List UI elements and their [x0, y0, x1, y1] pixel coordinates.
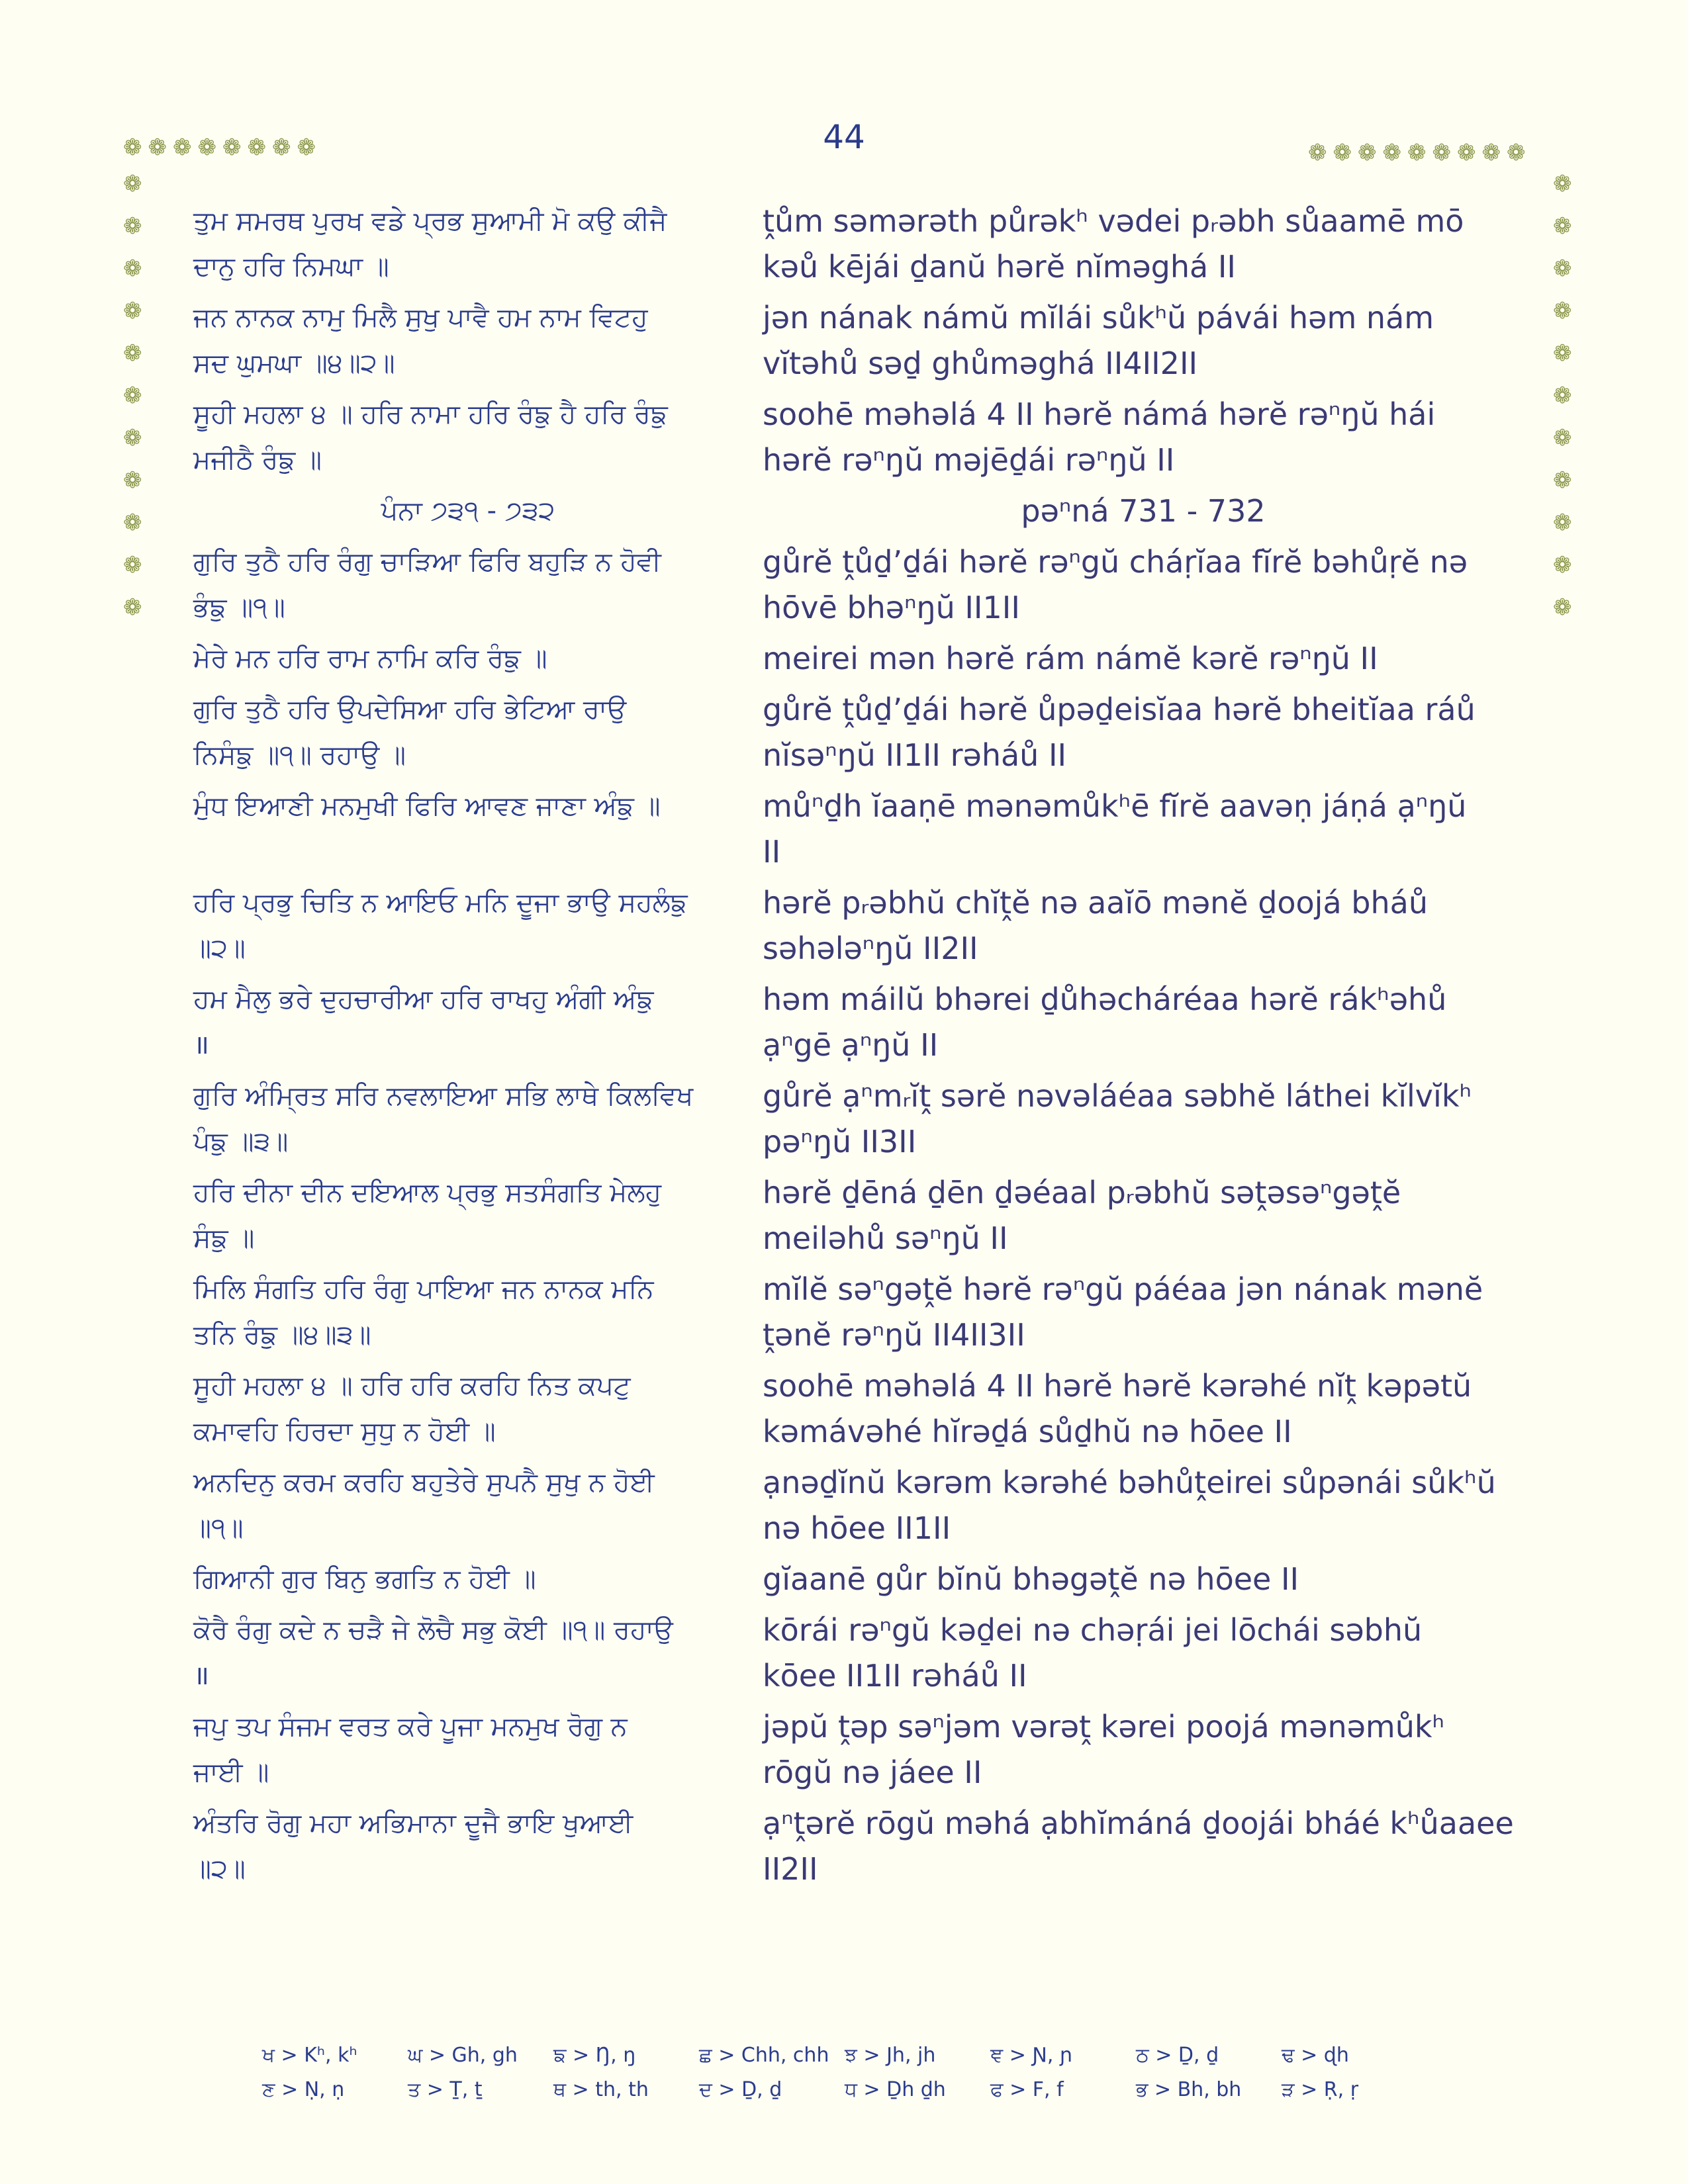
verse-row [193, 1557, 1524, 1602]
transliteration-legend [262, 2038, 1427, 2107]
transliteration-line: mĭlĕ səⁿgəṱĕ hərĕ rəⁿgŭ páéaa jən nának mənĕ [763, 1271, 1483, 1307]
gurmukhi-text [193, 1267, 763, 1358]
gurmukhi-line: ਗੁਰਿ ਅੰਮ੍ਰਿਤ ਸਰਿ ਨਵਲਾਇਆ ਸਭਿ ਲਾਥੇ ਕਿਲਵਿਖ [193, 1081, 694, 1111]
transliteration-text [763, 1801, 1524, 1892]
flower-ornament-icon: ❁ [123, 134, 148, 161]
legend-row [262, 2038, 1427, 2073]
gurmukhi-line: ਸੰਙੁ ॥ [193, 1223, 255, 1253]
gurmukhi-text [193, 784, 763, 875]
transliteration-line: ạnəḏĭnŭ kərəm kərəhé bəhůṱeirei sůpənái sůkʰŭ [763, 1465, 1496, 1500]
transliteration-text [763, 392, 1524, 483]
transliteration-line: pəⁿná 731 - 732 [1021, 493, 1266, 529]
gurmukhi-line: ਜਾਈ ॥ [193, 1757, 269, 1788]
transliteration-text [763, 687, 1524, 778]
legend-item: ਣ > Ṇ, ṇ [262, 2078, 345, 2101]
verse-row [193, 687, 1524, 778]
verse-row [193, 295, 1524, 387]
transliteration-line: soohē məhəlá 4 II hərĕ námá hərĕ rəⁿŋŭ hái [763, 396, 1436, 432]
gurmukhi-line: ਹਮ ਮੈਲੁ ਭਰੇ ਦੁਹਚਾਰੀਆ ਹਰਿ ਰਾਖਹੁ ਅੰਗੀ ਅੰਙੁ [193, 984, 654, 1015]
transliteration-line: meiləhů səⁿŋŭ II [763, 1220, 1008, 1256]
flower-ornament-icon: ❁ [123, 552, 142, 578]
verse-row [193, 1267, 1524, 1358]
transliteration-text [763, 1704, 1524, 1796]
gurmukhi-text [193, 1557, 763, 1602]
transliteration-text [763, 539, 1524, 631]
gurmukhi-text [193, 199, 763, 290]
gurmukhi-text [193, 539, 763, 631]
flower-ornament-icon: ❁ [123, 594, 142, 621]
transliteration-text [763, 880, 1524, 972]
transliteration-text [763, 295, 1524, 387]
transliteration-line: meirei mən hərĕ rám námĕ kərĕ rəⁿŋŭ II [763, 641, 1378, 676]
transliteration-text [763, 1363, 1524, 1455]
gurmukhi-line: ॥ [193, 1030, 209, 1060]
gurmukhi-line: ਗੁਰਿ ਤੁਠੈ ਹਰਿ ਉਪਦੇਸਿਆ ਹਰਿ ਭੇਟਿਆ ਰਾਉ [193, 694, 627, 725]
gurmukhi-text [193, 1073, 763, 1165]
flower-ornament-icon: ❁ [1553, 425, 1572, 451]
transliteration-line: pəⁿŋŭ II3II [763, 1124, 917, 1160]
flower-ornament-icon: ❁ [1308, 140, 1333, 166]
gurmukhi-line: ਪੰਙੁ ॥੩॥ [193, 1126, 289, 1157]
flower-ornament-icon: ❁ [123, 383, 142, 409]
gurmukhi-line: ਪੰਨਾ ੭੩੧ - ੭੩੨ [381, 496, 555, 526]
verse-row [193, 784, 1524, 875]
transliteration-line: gůrĕ ṱůḏ’ḏái hərĕ rəⁿgŭ cháṛĭaa fĭrĕ bəhůṛĕ nə [763, 544, 1468, 580]
transliteration-text [763, 199, 1524, 290]
gurmukhi-text [193, 1704, 763, 1796]
verse-row [193, 199, 1524, 290]
transliteration-text [763, 1170, 1524, 1261]
gurmukhi-line: ॥੨॥ [193, 1854, 246, 1884]
page-number: 44 [823, 118, 865, 156]
gurmukhi-line: ਕੋਰੈ ਰੰਗੁ ਕਦੇ ਨ ਚੜੈ ਜੇ ਲੋਚੈ ਸਭੁ ਕੋਈ ॥੧॥ ਰਹਾਉ [193, 1615, 673, 1645]
transliteration-text [763, 784, 1524, 875]
flower-ornament-icon: ❁ [1553, 383, 1572, 409]
verse-row [193, 1170, 1524, 1261]
legend-item: ਞ > Ɲ, ɲ [990, 2044, 1073, 2067]
flower-ornament-icon: ❁ [1553, 340, 1572, 367]
flower-ornament-icon: ❁ [1553, 213, 1572, 240]
legend-item: ਧ > Ḏh ḏh [845, 2078, 946, 2101]
page-range-row [193, 488, 1524, 534]
transliteration-line: soohē məhəlá 4 II hərĕ hərĕ kərəhé nĭṱ kəpətŭ [763, 1368, 1472, 1404]
transliteration-text [763, 1608, 1524, 1699]
flower-ornament-icon: ❁ [297, 134, 322, 161]
gurmukhi-text [193, 392, 763, 483]
flower-ornament-icon: ❁ [123, 213, 142, 240]
flower-ornament-icon: ❁ [123, 467, 142, 494]
gurmukhi-line: ਮਿਲਿ ਸੰਗਤਿ ਹਰਿ ਰੰਗੁ ਪਾਇਆ ਜਨ ਨਾਨਕ ਮਨਿ [193, 1274, 654, 1304]
flower-ornament-icon: ❁ [1432, 140, 1457, 166]
transliteration-line: rōgŭ nə jáee II [763, 1754, 982, 1790]
gurmukhi-line: ਦਾਨੁ ਹਰਿ ਨਿਮਘਾ ॥ [193, 251, 389, 282]
gurmukhi-line: ਜਨ ਨਾਨਕ ਨਾਮੁ ਮਿਲੈ ਸੁਖੁ ਪਾਵੈ ਹਮ ਨਾਮ ਵਿਟਹੁ [193, 302, 648, 333]
gurmukhi-line: ਹਰਿ ਦੀਨਾ ਦੀਨ ਦਇਆਲ ਪ੍ਰਭੁ ਸਤਸੰਗਤਿ ਮੇਲਹੁ [193, 1177, 662, 1208]
legend-item: ਦ > Ḏ, ḏ [699, 2078, 782, 2101]
gurmukhi-text [193, 488, 763, 534]
gurmukhi-line: ਸੂਹੀ ਮਹਲਾ ੪ ॥ ਹਰਿ ਨਾਮਾ ਹਰਿ ਰੰਙੁ ਹੈ ਹਰਿ ਰੰਙੁ [193, 399, 668, 430]
ornament-right-column [1553, 171, 1579, 637]
hymn-text [193, 199, 1524, 1897]
transliteration-line: kōrái rəⁿgŭ kəḏei nə chəṛái jei lōchái səbhŭ [763, 1612, 1423, 1648]
transliteration-line: kəmávəhé hĭrəḏá sůḏhŭ nə hōee II [763, 1414, 1292, 1449]
gurmukhi-text [193, 1801, 763, 1892]
gurmukhi-line: ਕਮਾਵਹਿ ਹਿਰਦਾ ਸੁਧੁ ਨ ਹੋਈ ॥ [193, 1416, 496, 1447]
gurmukhi-text [193, 1608, 763, 1699]
flower-ornament-icon: ❁ [123, 255, 142, 282]
transliteration-line: səhələⁿŋŭ II2II [763, 931, 978, 966]
gurmukhi-text [193, 1170, 763, 1261]
transliteration-line: ṱənĕ rəⁿŋŭ II4II3II [763, 1317, 1025, 1353]
flower-ornament-icon: ❁ [148, 134, 173, 161]
legend-item: ਖ > Kʰ, kʰ [262, 2044, 357, 2067]
ornament-top-left-row [123, 136, 322, 159]
gurmukhi-text [193, 1460, 763, 1551]
flower-ornament-icon: ❁ [1407, 140, 1432, 166]
transliteration-line: həm máilŭ bhərei ḏůhəcháréaa hərĕ rákʰəhů [763, 981, 1447, 1017]
gurmukhi-line: ਨਿਸੰਙੁ ॥੧॥ ਰਹਾਉ ॥ [193, 740, 406, 770]
transliteration-text [763, 488, 1524, 534]
flower-ornament-icon: ❁ [1457, 140, 1482, 166]
transliteration-text [763, 1267, 1524, 1358]
verse-row [193, 1363, 1524, 1455]
flower-ornament-icon: ❁ [1553, 552, 1572, 578]
legend-row [262, 2073, 1427, 2107]
gurmukhi-text [193, 295, 763, 387]
legend-item: ਘ > Gh, gh [408, 2044, 518, 2067]
flower-ornament-icon: ❁ [247, 134, 272, 161]
flower-ornament-icon: ❁ [1382, 140, 1407, 166]
verse-row [193, 1801, 1524, 1892]
transliteration-line: hərĕ rəⁿŋŭ məjēḏái rəⁿŋŭ II [763, 442, 1175, 478]
legend-item: ਤ > Ṯ, ṯ [408, 2078, 483, 2101]
legend-item: ਙ > Ŋ, ŋ [553, 2044, 636, 2067]
transliteration-text [763, 1073, 1524, 1165]
gurmukhi-line: ਸੂਹੀ ਮਹਲਾ ੪ ॥ ਹਰਿ ਹਰਿ ਕਰਹਿ ਨਿਤ ਕਪਟੁ [193, 1371, 631, 1401]
gurmukhi-line: ਤਨਿ ਰੰਙੁ ॥੪॥੩॥ [193, 1320, 371, 1350]
verse-row [193, 977, 1524, 1068]
transliteration-line: jəpŭ ṱəp səⁿjəm vərəṱ kərei poojá mənəmůkʰ [763, 1709, 1445, 1745]
flower-ornament-icon: ❁ [1553, 171, 1572, 197]
gurmukhi-line: ਮਜੀਠੈ ਰੰਙੁ ॥ [193, 445, 322, 475]
gurmukhi-line: ਅੰਤਰਿ ਰੋਗੁ ਮਹਾ ਅਭਿਮਾਨਾ ਦੂਜੈ ਭਾਇ ਖੁਆਈ [193, 1808, 633, 1839]
gurmukhi-line: ਮੁੰਧ ਇਆਣੀ ਮਨਮੁਖੀ ਫਿਰਿ ਆਵਣ ਜਾਣਾ ਅੰਙੁ ॥ [193, 791, 661, 821]
verse-row [193, 880, 1524, 972]
verse-row [193, 1704, 1524, 1796]
legend-item: ਢ > ɖh [1282, 2044, 1349, 2067]
verse-row [193, 539, 1524, 631]
legend-item: ਛ > Chh, chh [699, 2044, 829, 2067]
gurmukhi-text [193, 1363, 763, 1455]
verse-row [193, 392, 1524, 483]
flower-ornament-icon: ❁ [1553, 467, 1572, 494]
transliteration-line: ạⁿgē ạⁿŋŭ II [763, 1027, 939, 1063]
gurmukhi-line: ਗੁਰਿ ਤੁਠੈ ਹਰਿ ਰੰਗੁ ਚਾੜਿਆ ਫਿਰਿ ਬਹੁੜਿ ਨ ਹੋਵੀ [193, 547, 661, 577]
gurmukhi-text [193, 687, 763, 778]
transliteration-line: vĭtəhů səḏ ghůməghá II4II2II [763, 345, 1198, 381]
transliteration-line: ạⁿṱərĕ rōgŭ məhá ạbhĭmáná ḏoojái bháé kʰůaaee [763, 1805, 1514, 1841]
gurmukhi-line: ਮੇਰੇ ਮਨ ਹਰਿ ਰਾਮ ਨਾਮਿ ਕਰਿ ਰੰਙੁ ॥ [193, 643, 547, 674]
transliteration-line: ṱům səmərəth půrəkʰ vədei pᵣəbh sůaamē mō [763, 203, 1464, 239]
gurmukhi-line: ਜਪੁ ਤਪ ਸੰਜਮ ਵਰਤ ਕਰੇ ਪੂਜਾ ਮਨਮੁਖ ਰੋਗੁ ਨ [193, 1711, 628, 1742]
legend-item: ਝ > Jh, jh [845, 2044, 936, 2067]
transliteration-text [763, 636, 1524, 682]
transliteration-line: nə hōee II1II [763, 1510, 951, 1546]
gurmukhi-line: ਤੁਮ ਸਮਰਥ ਪੁਰਖ ਵਡੇ ਪ੍ਰਭ ਸੁਆਮੀ ਮੋ ਕਉ ਕੀਜੈ [193, 206, 667, 236]
transliteration-line: můⁿḏh ĭaaṇē mənəmůkʰē fĭrĕ aavəṇ jáṇá ạⁿŋŭ [763, 788, 1467, 824]
gurmukhi-line: ਹਰਿ ਪ੍ਰਭੁ ਚਿਤਿ ਨ ਆਇਓ ਮਨਿ ਦੂਜਾ ਭਾਉ ਸਹਲੰਙੁ [193, 887, 688, 918]
transliteration-line: II2II [763, 1851, 818, 1887]
transliteration-line: nĭsəⁿŋŭ II1II rəháů II [763, 737, 1067, 773]
transliteration-line: hərĕ pᵣəbhŭ chĭṱĕ nə aaĭō mənĕ ḏoojá bháů [763, 885, 1428, 921]
gurmukhi-line: ਭੰਙੁ ॥੧॥ [193, 592, 285, 623]
flower-ornament-icon: ❁ [1507, 140, 1532, 166]
flower-ornament-icon: ❁ [1553, 594, 1572, 621]
flower-ornament-icon: ❁ [1358, 140, 1383, 166]
gurmukhi-line: ਅਨਦਿਨੁ ਕਰਮ ਕਰਹਿ ਬਹੁਤੇਰੇ ਸੁਪਨੈ ਸੁਖੁ ਨ ਹੋਈ [193, 1467, 655, 1498]
transliteration-text [763, 1460, 1524, 1551]
verse-row [193, 1608, 1524, 1699]
ornament-top-right-row [1308, 142, 1532, 164]
legend-item: ਭ > Bh, bh [1136, 2078, 1242, 2101]
transliteration-line: kōee II1II rəháů II [763, 1658, 1027, 1694]
flower-ornament-icon: ❁ [123, 171, 142, 197]
transliteration-line: gĭaanē gůr bĭnŭ bhəgəṱĕ nə hōee II [763, 1561, 1299, 1597]
flower-ornament-icon: ❁ [123, 298, 142, 324]
flower-ornament-icon: ❁ [1481, 140, 1507, 166]
transliteration-text [763, 1557, 1524, 1602]
transliteration-text [763, 977, 1524, 1068]
transliteration-line: hərĕ ḏēná ḏēn ḏəéaal pᵣəbhŭ səṱəsəⁿgəṱĕ [763, 1175, 1401, 1210]
transliteration-line: II [763, 834, 781, 870]
gurmukhi-line: ਗਿਆਨੀ ਗੁਰ ਬਿਨੁ ਭਗਤਿ ਨ ਹੋਈ ॥ [193, 1564, 536, 1594]
transliteration-line: gůrĕ ṱůḏ’ḏái hərĕ ůpəḏeisĭaa hərĕ bheitĭaa ráů [763, 692, 1476, 727]
legend-item: ਥ > th, th [553, 2078, 649, 2101]
gurmukhi-line: ॥੨॥ [193, 933, 246, 964]
flower-ornament-icon: ❁ [123, 425, 142, 451]
gurmukhi-line: ਸਦ ਘੁਮਘਾ ॥੪॥੨॥ [193, 348, 395, 379]
flower-ornament-icon: ❁ [123, 510, 142, 536]
legend-item: ੜ > Ṛ, ṛ [1282, 2078, 1359, 2101]
verse-row [193, 636, 1524, 682]
transliteration-line: hōvē bhəⁿŋŭ II1II [763, 590, 1020, 625]
flower-ornament-icon: ❁ [272, 134, 297, 161]
flower-ornament-icon: ❁ [197, 134, 222, 161]
legend-item: ਠ > Ḏ, ḏ [1136, 2044, 1219, 2067]
gurmukhi-text [193, 977, 763, 1068]
verse-row [193, 1073, 1524, 1165]
flower-ornament-icon: ❁ [173, 134, 198, 161]
transliteration-line: gůrĕ ạⁿmᵣĭṱ sərĕ nəvəláéaa səbhĕ láthei kĭlvĭkʰ [763, 1078, 1472, 1114]
ornament-left-column [123, 171, 150, 637]
transliteration-line: jən nának námŭ mĭlái sůkʰŭ pávái həm nám [763, 300, 1434, 336]
flower-ornament-icon: ❁ [1553, 298, 1572, 324]
gurmukhi-line: ॥ [193, 1661, 209, 1691]
gurmukhi-line: ॥੧॥ [193, 1513, 244, 1543]
gurmukhi-text [193, 636, 763, 682]
transliteration-line: kəů kējái ḏanŭ hərĕ nĭməghá II [763, 249, 1236, 285]
flower-ornament-icon: ❁ [1553, 510, 1572, 536]
gurmukhi-text [193, 880, 763, 972]
flower-ornament-icon: ❁ [1333, 140, 1358, 166]
flower-ornament-icon: ❁ [1553, 255, 1572, 282]
verse-row [193, 1460, 1524, 1551]
flower-ornament-icon: ❁ [123, 340, 142, 367]
flower-ornament-icon: ❁ [222, 134, 248, 161]
legend-item: ਫ > F, f [990, 2078, 1064, 2101]
